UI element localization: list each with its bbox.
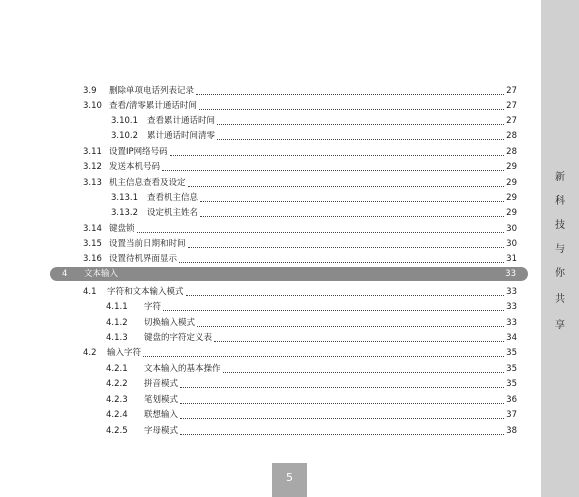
page-number: 5 (272, 463, 307, 497)
toc-leader-dots (199, 109, 504, 110)
toc-number: 3.11 (83, 147, 102, 157)
toc-title: 字母模式 (144, 426, 179, 436)
toc-number: 4.2.2 (106, 379, 128, 389)
toc-page: 29 (506, 162, 517, 172)
toc-leader-dots (200, 201, 504, 202)
toc-title: 累计通话时间清零 (147, 131, 216, 141)
toc-leader-dots (217, 124, 504, 125)
toc-title: 查看累计通话时间 (147, 116, 216, 126)
toc-leader-dots (179, 262, 504, 263)
toc-entry[interactable] (111, 206, 517, 220)
toc-title: 联想输入 (144, 410, 179, 420)
side-char: 技 (555, 220, 565, 231)
toc-leader-dots (217, 139, 504, 140)
toc-page: 36 (506, 395, 517, 405)
toc-page: 37 (506, 410, 517, 420)
toc-title: 键盘的字符定义表 (144, 333, 213, 343)
toc-title: 拼音模式 (144, 379, 179, 389)
toc-title: 删除单项电话列表记录 (109, 86, 195, 96)
toc-number: 4.1.2 (106, 318, 128, 328)
toc-entry[interactable] (83, 237, 517, 251)
toc-leader-dots (188, 186, 505, 187)
toc-page: 27 (506, 116, 517, 126)
toc-title: 键盘锁 (109, 224, 135, 234)
toc-page: 38 (506, 426, 517, 436)
toc-number: 3.13.2 (111, 208, 139, 218)
toc-number: 4.1 (83, 287, 97, 297)
toc-title: 设置IP网络号码 (109, 147, 168, 157)
toc-title: 发送本机号码 (109, 162, 161, 172)
toc-leader-dots (196, 94, 504, 95)
toc-title: 笔划模式 (144, 395, 179, 405)
side-char: 新 (555, 172, 565, 183)
toc-number: 3.10.1 (111, 116, 139, 126)
toc-number: 4.2.5 (106, 426, 128, 436)
toc-leader-dots (180, 403, 504, 404)
toc-title: 设置当前日期和时间 (109, 239, 186, 249)
chapter-number: 4 (62, 269, 68, 279)
side-char: 你 (555, 268, 565, 279)
toc-number: 4.2.4 (106, 410, 128, 420)
toc-entry[interactable] (111, 129, 517, 143)
toc-number: 4.2.1 (106, 364, 128, 374)
toc-page: 30 (506, 224, 517, 234)
toc-page: 28 (506, 131, 517, 141)
toc-page: 34 (506, 333, 517, 343)
toc-number: 3.14 (83, 224, 102, 234)
toc-number: 3.15 (83, 239, 102, 249)
toc-entry[interactable] (83, 84, 517, 98)
toc-entry[interactable] (106, 424, 517, 438)
toc-entry[interactable] (106, 362, 517, 376)
toc-page: 33 (506, 318, 517, 328)
toc-leader-dots (197, 326, 504, 327)
toc-number: 3.13.1 (111, 193, 139, 203)
toc-leader-dots (214, 341, 504, 342)
toc-number: 4.1.3 (106, 333, 128, 343)
toc-page: 28 (506, 147, 517, 157)
toc-title: 字符 (144, 302, 162, 312)
side-char: 科 (555, 196, 565, 207)
toc-entry[interactable] (106, 331, 517, 345)
toc-leader-dots (180, 418, 504, 419)
side-char: 共 (555, 294, 565, 305)
toc-entry[interactable] (83, 160, 517, 174)
toc-entry[interactable] (106, 408, 517, 422)
toc-page: 29 (506, 178, 517, 188)
toc-page: 27 (506, 101, 517, 111)
toc-page: 31 (506, 254, 517, 264)
toc-number: 3.12 (83, 162, 102, 172)
toc-title: 输入字符 (107, 348, 142, 358)
toc-title: 设置待机界面显示 (109, 254, 178, 264)
toc-number: 4.2 (83, 348, 97, 358)
toc-entry[interactable] (83, 145, 517, 159)
toc-number: 3.13 (83, 178, 102, 188)
toc-leader-dots (180, 387, 504, 388)
toc-title: 文本输入的基本操作 (144, 364, 221, 374)
toc-page: 29 (506, 193, 517, 203)
toc-leader-dots (188, 247, 505, 248)
toc-number: 3.9 (83, 86, 97, 96)
chapter-heading-bar[interactable] (50, 267, 528, 281)
toc-page: 35 (506, 348, 517, 358)
toc-entry[interactable] (83, 222, 517, 236)
toc-entry[interactable] (83, 176, 517, 190)
toc-page: 30 (506, 239, 517, 249)
toc-entry[interactable] (83, 99, 517, 113)
toc-entry[interactable] (111, 191, 517, 205)
toc-entry[interactable] (106, 393, 517, 407)
toc-leader-dots (143, 356, 504, 357)
toc-page: 33 (506, 302, 517, 312)
toc-leader-dots (170, 155, 505, 156)
toc-title: 查看机主信息 (147, 193, 199, 203)
chapter-page: 33 (505, 269, 516, 279)
toc-title: 查看/清零累计通话时间 (109, 101, 197, 111)
toc-entry[interactable] (83, 252, 517, 266)
toc-page: 35 (506, 379, 517, 389)
toc-leader-dots (162, 170, 504, 171)
toc-title: 切换输入模式 (144, 318, 196, 328)
toc-entry[interactable] (106, 300, 517, 314)
toc-leader-dots (120, 277, 503, 278)
toc-entry[interactable] (106, 377, 517, 391)
toc-number: 4.2.3 (106, 395, 128, 405)
toc-page: 35 (506, 364, 517, 374)
toc-leader-dots (137, 232, 505, 233)
toc-leader-dots (180, 434, 504, 435)
toc-number: 3.10 (83, 101, 102, 111)
toc-entry[interactable] (83, 346, 517, 360)
toc-entry[interactable] (106, 316, 517, 330)
toc-number: 3.16 (83, 254, 102, 264)
toc-leader-dots (163, 310, 504, 311)
toc-title: 字符和文本输入模式 (107, 287, 184, 297)
side-strip (541, 0, 579, 497)
toc-entry[interactable] (111, 114, 517, 128)
toc-leader-dots (223, 372, 505, 373)
toc-number: 4.1.1 (106, 302, 128, 312)
side-char: 与 (555, 244, 565, 255)
toc-entry[interactable] (83, 285, 517, 299)
toc-leader-dots (200, 216, 504, 217)
toc-title: 机主信息查看及设定 (109, 178, 186, 188)
toc-leader-dots (186, 295, 505, 296)
toc-page: 29 (506, 208, 517, 218)
toc-number: 3.10.2 (111, 131, 139, 141)
side-char: 享 (555, 320, 565, 331)
toc-page: 33 (506, 287, 517, 297)
toc-title: 设定机主姓名 (147, 208, 199, 218)
chapter-title: 文本输入 (84, 269, 119, 279)
toc-page: 27 (506, 86, 517, 96)
